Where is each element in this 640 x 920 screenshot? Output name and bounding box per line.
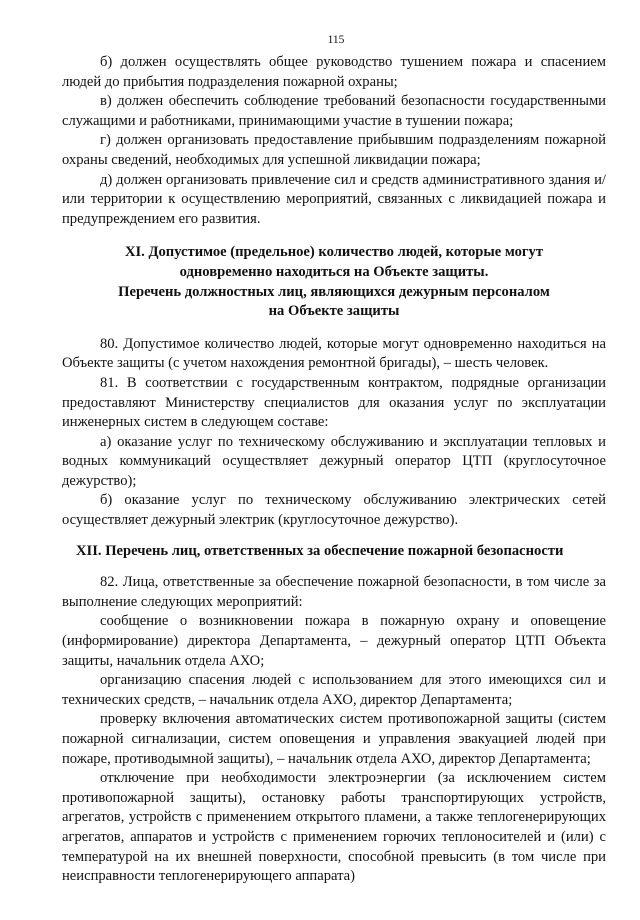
section-12-heading: XII. Перечень лиц, ответственных за обеспечение пожарной безопасности: [76, 542, 564, 559]
section-11-title-line2: одновременно находиться на Объекте защиты.: [179, 263, 489, 280]
paragraph-81-b: б) оказание услуг по техническому обслуживанию электрических сетей осуществляет дежурный электрик (круглосуточное дежурство).: [62, 492, 606, 529]
paragraph-82-check-systems: проверку включения автоматических систем противопожарной защиты (систем пожарной сигнализации, систем оповещения и управления эвакуацией людей при пожаре, противодымной защиты), – начальник отдела АХО, директор Департамента;: [62, 711, 606, 767]
section-11-heading: [62, 243, 606, 321]
section-11-title-line4: на Объекте защиты: [268, 303, 400, 320]
paragraph-v: в) должен обеспечить соблюдение требований безопасности государственными служащими и работниками, принимающими участие в тушении пожара;: [62, 93, 606, 129]
paragraph-82-power-off: отключение при необходимости электроэнергии (за исключением систем противопожарной защиты), остановку работы транспортирующих устройств, агрегатов, устройств с применением открытого пламени, а также теплогенерирующих агрегатов, аппаратов и устройств с применением горючих теплоносителей и (или) с температурой на их внешней поверхности, способной превысить (в том числе при неисправности теплогенерирующего аппарата): [62, 770, 606, 885]
paragraph-82-notification: сообщение о возникновении пожара в пожарную охрану и оповещение (информирование) директора Департамента, – дежурный оператор ЦТП Объекта защиты, начальник отдела АХО;: [62, 613, 606, 669]
page-number: 115: [327, 34, 345, 46]
paragraph-d: д) должен организовать привлечение сил и средств административного здания и/или территории к осуществлению мероприятий, связанных с ликвидацией пожара и предупреждением его развития.: [62, 171, 606, 227]
paragraph-82: 82. Лица, ответственные за обеспечение пожарной безопасности, в том числе за выполнение следующих мероприятий:: [62, 574, 606, 610]
paragraph-81-a: а) оказание услуг по техническому обслуживанию и эксплуатации тепловых и водных коммуникаций осуществляет дежурный оператор ЦТП (круглосуточное дежурство);: [62, 433, 606, 489]
paragraph-b: б) должен осуществлять общее руководство тушением пожара и спасением людей до прибытия подразделения пожарной охраны;: [62, 54, 606, 90]
paragraph-80: 80. Допустимое количество людей, которые могут одновременно находиться на Объекте защиты (с учетом нахождения ремонтной бригады), – шесть человек.: [62, 335, 606, 372]
paragraph-81: 81. В соответствии с государственным контрактом, подрядные организации предоставляют Министерству специалистов для оказания услуг по эксплуатации инженерных систем в следующем составе:: [62, 374, 606, 431]
paragraph-g: г) должен организовать предоставление прибывшим подразделениям пожарной охраны сведений, необходимых для успешной ликвидации пожара;: [62, 132, 606, 168]
section-11-title-line1: XI. Допустимое (предельное) количество людей, которые могут: [124, 244, 544, 261]
paragraph-82-rescue: организацию спасения людей с использованием для этого имеющихся сил и технических средств, – начальник отдела АХО, директор Департамента;: [62, 672, 606, 708]
section-11-title-line3: Перечень должностных лиц, являющихся дежурным персоналом: [118, 283, 550, 300]
